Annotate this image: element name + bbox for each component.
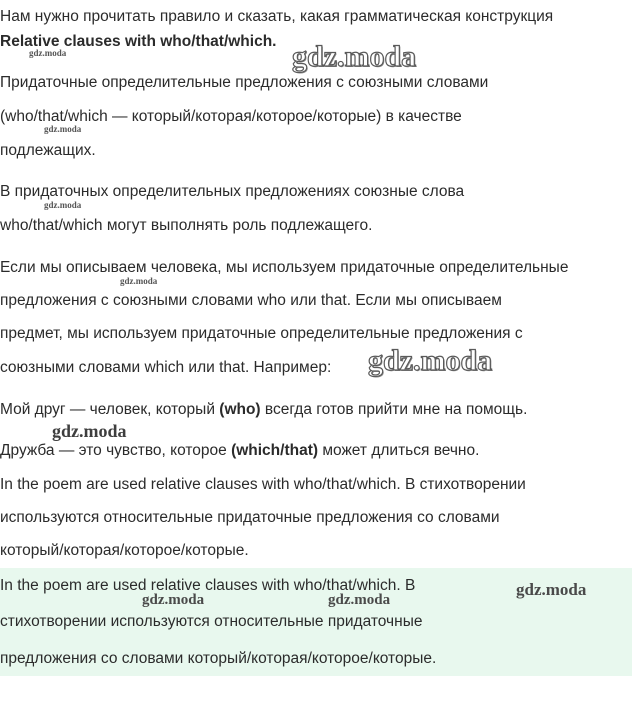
text-line: In the poem are used relative clauses with who/that/which. В стихотворении xyxy=(0,476,526,493)
answer-line: стихотворении используются относительные придаточные xyxy=(0,613,423,630)
watermark-logo: gdz.moda xyxy=(292,40,417,73)
example-keyword: (who) xyxy=(219,401,261,418)
watermark-logo: gdz.moda xyxy=(142,592,205,608)
text-line: подлежащих. xyxy=(0,142,96,159)
text-line: В придаточных определительных предложениях союзные слова xyxy=(0,183,465,200)
topic-title: Relative clauses with who/that/which. xyxy=(0,33,277,50)
text-line: (who/that/which — который/которая/которое/которые) в качестве xyxy=(0,108,462,125)
answer-line: In the poem are used relative clauses with who/that/which. В xyxy=(0,577,416,594)
text-line: союзными словами which или that. Например: xyxy=(0,359,332,376)
watermark-logo: gdz.moda xyxy=(368,344,493,377)
text-line: используются относительные придаточные предложения со словами xyxy=(0,509,500,526)
example-keyword: (which/that) xyxy=(231,442,319,459)
watermark-logo: gdz.moda xyxy=(44,200,82,210)
example-line xyxy=(0,441,479,461)
example-text: Мой друг — человек, который xyxy=(0,401,220,418)
text-line: Если мы описываем человека, мы используем придаточные определительные xyxy=(0,259,569,276)
watermark-logo: gdz.moda xyxy=(516,580,587,599)
text-line: Придаточные определительные предложения с союзными словами xyxy=(0,74,489,91)
text-line: who/that/which могут выполнять роль подлежащего. xyxy=(0,217,373,234)
watermark-logo: gdz.moda xyxy=(44,124,82,134)
text-line: предложения с союзными словами who или that. Если мы описываем xyxy=(0,292,502,309)
watermark-logo: gdz.moda xyxy=(120,276,158,286)
watermark-logo: gdz.moda xyxy=(328,592,391,608)
text-line: Нам нужно прочитать правило и сказать, какая грамматическая конструкция xyxy=(0,8,554,25)
watermark-logo: gdz.moda xyxy=(29,48,67,58)
text-line: который/которая/которое/которые. xyxy=(0,542,249,559)
watermark-logo: gdz.moda xyxy=(52,421,127,441)
example-text: может длиться вечно. xyxy=(318,442,480,459)
example-line xyxy=(0,400,527,420)
example-text: всегда готов прийти мне на помощь. xyxy=(260,401,528,418)
example-text: Дружба — это чувство, которое xyxy=(0,442,232,459)
answer-line: предложения со словами который/которая/которое/которые. xyxy=(0,650,437,667)
text-line: предмет, мы используем придаточные определительные предложения с xyxy=(0,325,523,342)
